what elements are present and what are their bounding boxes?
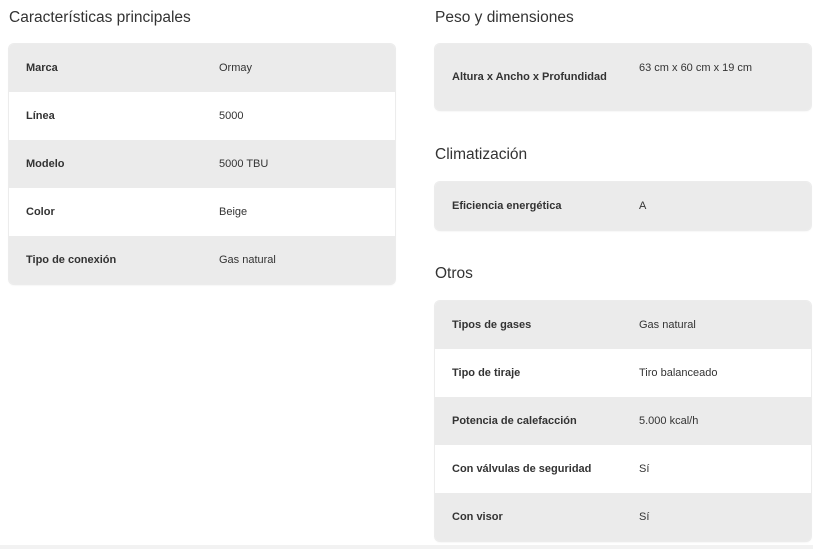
spec-label: Con válvulas de seguridad [452,463,592,475]
spec-row-visor [435,493,811,541]
spec-label: Tipos de gases [452,319,532,331]
spec-value: 63 cm x 60 cm x 19 cm [639,62,753,74]
spec-value: Sí [639,511,650,523]
spec-row-tipos-gases [435,301,811,349]
spec-label: Tipo de tiraje [452,367,521,379]
spec-value: Ormay [219,62,252,74]
spec-label: Tipo de conexión [26,254,117,266]
spec-label: Modelo [26,158,65,170]
spec-row-marca [9,44,395,92]
spec-value: Sí [639,463,650,475]
spec-value: Gas natural [219,254,276,266]
spec-value: 5000 [219,110,244,122]
spec-value: Tiro balanceado [639,367,718,379]
spec-label: Línea [26,110,55,122]
climate-section [435,145,811,230]
spec-label: Con visor [452,511,503,523]
spec-row-valvulas [435,445,811,493]
others-section [435,264,811,541]
spec-row-dimensiones [435,44,811,110]
spec-row-potencia [435,397,811,445]
spec-row-modelo [9,140,395,188]
spec-value: 5000 TBU [219,158,269,170]
spec-row-tipo-conexion [9,236,395,284]
spec-value: A [639,200,647,212]
weight-dimensions-table [435,44,811,110]
spec-value: Beige [219,206,248,218]
spec-row-eficiencia [435,182,811,230]
spec-label: Color [26,206,55,218]
spec-row-linea [9,92,395,140]
weight-dimensions-section [435,8,811,110]
spec-row-tipo-tiraje [435,349,811,397]
main-features-section [9,8,395,284]
bottom-divider [0,545,813,549]
climate-table [435,182,811,230]
climate-title: Climatización [435,146,528,163]
spec-value: Gas natural [639,319,696,331]
spec-label: Eficiencia energética [452,200,562,212]
spec-row-color [9,188,395,236]
others-table [435,301,811,541]
spec-label: Altura x Ancho x Profundidad [452,71,607,83]
weight-dimensions-title: Peso y dimensiones [435,9,574,26]
main-features-table [9,44,395,284]
spec-label: Marca [26,62,58,74]
main-features-title: Características principales [9,9,191,26]
others-title: Otros [435,265,473,282]
spec-label: Potencia de calefacción [452,415,577,427]
spec-value: 5.000 kcal/h [639,415,699,427]
